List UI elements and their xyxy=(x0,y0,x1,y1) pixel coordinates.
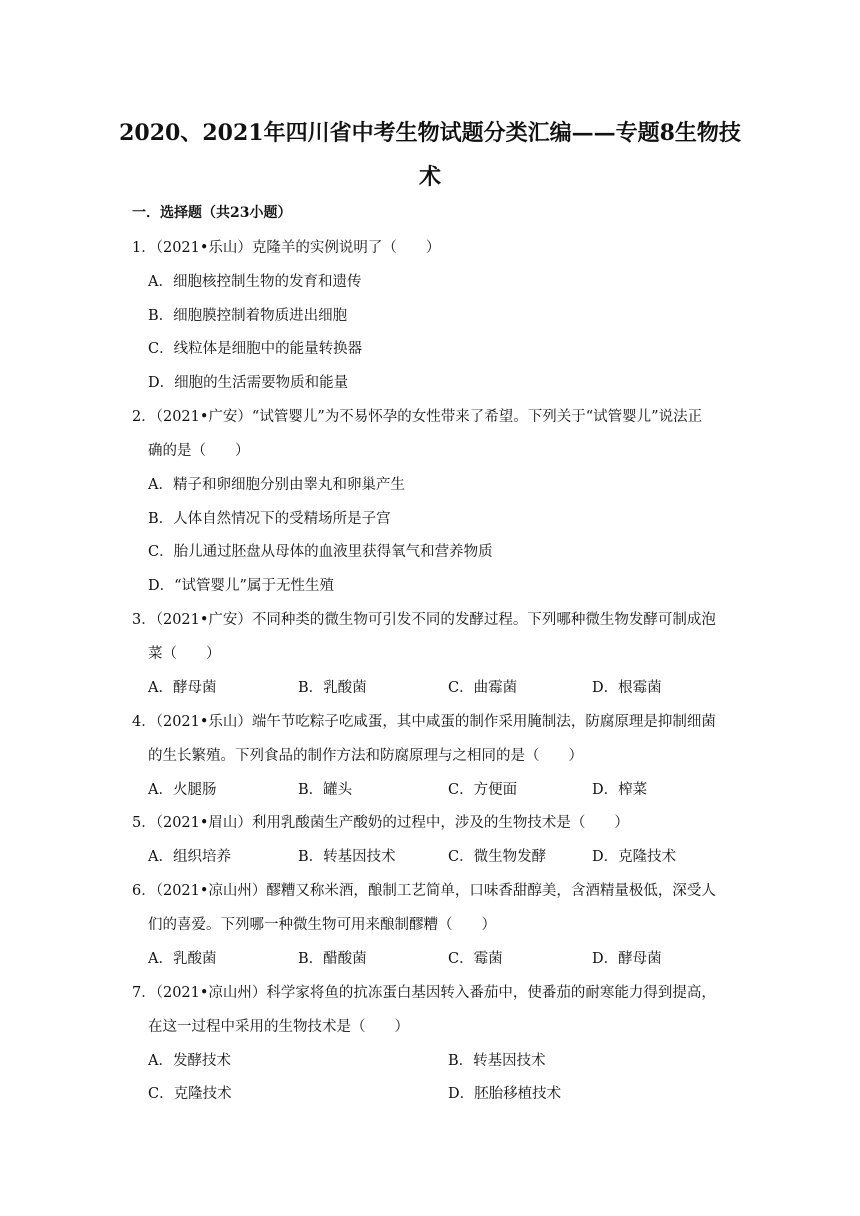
question-4-option-d: D．榨菜 xyxy=(592,782,648,798)
question-5-option-c: C．微生物发酵 xyxy=(448,849,547,865)
document-title-line-1: 2020、2021年四川省中考生物试题分类汇编——专题8生物技 xyxy=(119,120,741,146)
question-7-stem-line-2: 在这一过程中采用的生物技术是（ ） xyxy=(148,1019,409,1035)
question-6-option-c: C．霉菌 xyxy=(448,951,503,967)
question-6-stem-line-2: 们的喜爱。下列哪一种微生物可用来酿制醪糟（ ） xyxy=(148,917,496,933)
section-heading: 一．选择题（共23小题） xyxy=(132,205,292,221)
question-4-stem-line-2: 的生长繁殖。下列食品的制作方法和防腐原理与之相同的是（ ） xyxy=(148,748,583,764)
question-5-option-a: A．组织培养 xyxy=(148,849,231,865)
question-2-option-c: C．胎儿通过胚盘从母体的血液里获得氧气和营养物质 xyxy=(148,544,493,560)
document-title-line-2: 术 xyxy=(418,164,441,190)
question-1-stem: 1．（2021•乐山）克隆羊的实例说明了（ ） xyxy=(132,240,441,256)
question-3-option-a: A．酵母菌 xyxy=(148,680,217,696)
question-3-stem-line-2: 菜（ ） xyxy=(148,646,221,662)
question-5-option-d: D．克隆技术 xyxy=(592,849,677,865)
question-6-option-a: A．乳酸菌 xyxy=(148,951,217,967)
question-6-stem-line-1: 6．（2021•凉山州）醪糟又称米酒，酿制工艺简单，口味香甜醇美，含酒精量极低，深受人 xyxy=(132,883,716,899)
question-3-option-d: D．根霉菌 xyxy=(592,680,662,696)
question-4-option-c: C．方便面 xyxy=(448,782,518,798)
question-1-option-b: B．细胞膜控制着物质进出细胞 xyxy=(148,308,348,324)
question-2-option-d: D．“试管婴儿”属于无性生殖 xyxy=(148,578,334,594)
question-3-option-b: B．乳酸菌 xyxy=(298,680,367,696)
question-2-option-b: B．人体自然情况下的受精场所是子宫 xyxy=(148,511,391,527)
question-1-option-d: D．细胞的生活需要物质和能量 xyxy=(148,375,349,391)
question-6-option-b: B．醋酸菌 xyxy=(298,951,367,967)
question-1-option-a: A．细胞核控制生物的发育和遗传 xyxy=(148,274,362,290)
question-1-option-c: C．线粒体是细胞中的能量转换器 xyxy=(148,341,363,357)
question-2-option-a: A．精子和卵细胞分别由睾丸和卵巢产生 xyxy=(148,477,405,493)
question-2-stem-line-1: 2．（2021•广安）“试管婴儿”为不易怀孕的女性带来了希望。下列关于“试管婴儿”说法正 xyxy=(132,409,703,425)
question-4-stem-line-1: 4．（2021•乐山）端午节吃粽子吃咸蛋，其中咸蛋的制作采用腌制法，防腐原理是抑制细菌 xyxy=(132,714,716,730)
question-7-option-b: B．转基因技术 xyxy=(448,1053,546,1069)
question-7-stem-line-1: 7．（2021•凉山州）科学家将鱼的抗冻蛋白基因转入番茄中，使番茄的耐寒能力得到提高， xyxy=(132,985,716,1001)
question-5-stem: 5．（2021•眉山）利用乳酸菌生产酸奶的过程中，涉及的生物技术是（ ） xyxy=(132,815,629,831)
question-5-option-b: B．转基因技术 xyxy=(298,849,396,865)
question-6-option-d: D．酵母菌 xyxy=(592,951,662,967)
question-7-option-d: D．胚胎移植技术 xyxy=(448,1086,562,1102)
question-7-option-c: C．克隆技术 xyxy=(148,1086,232,1102)
question-3-option-c: C．曲霉菌 xyxy=(448,680,518,696)
question-7-option-a: A．发酵技术 xyxy=(148,1053,231,1069)
question-4-option-b: B．罐头 xyxy=(298,782,353,798)
question-3-stem-line-1: 3．（2021•广安）不同种类的微生物可引发不同的发酵过程。下列哪种微生物发酵可制成泡 xyxy=(132,612,716,628)
question-4-option-a: A．火腿肠 xyxy=(148,782,217,798)
question-2-stem-line-2: 确的是（ ） xyxy=(148,443,250,459)
